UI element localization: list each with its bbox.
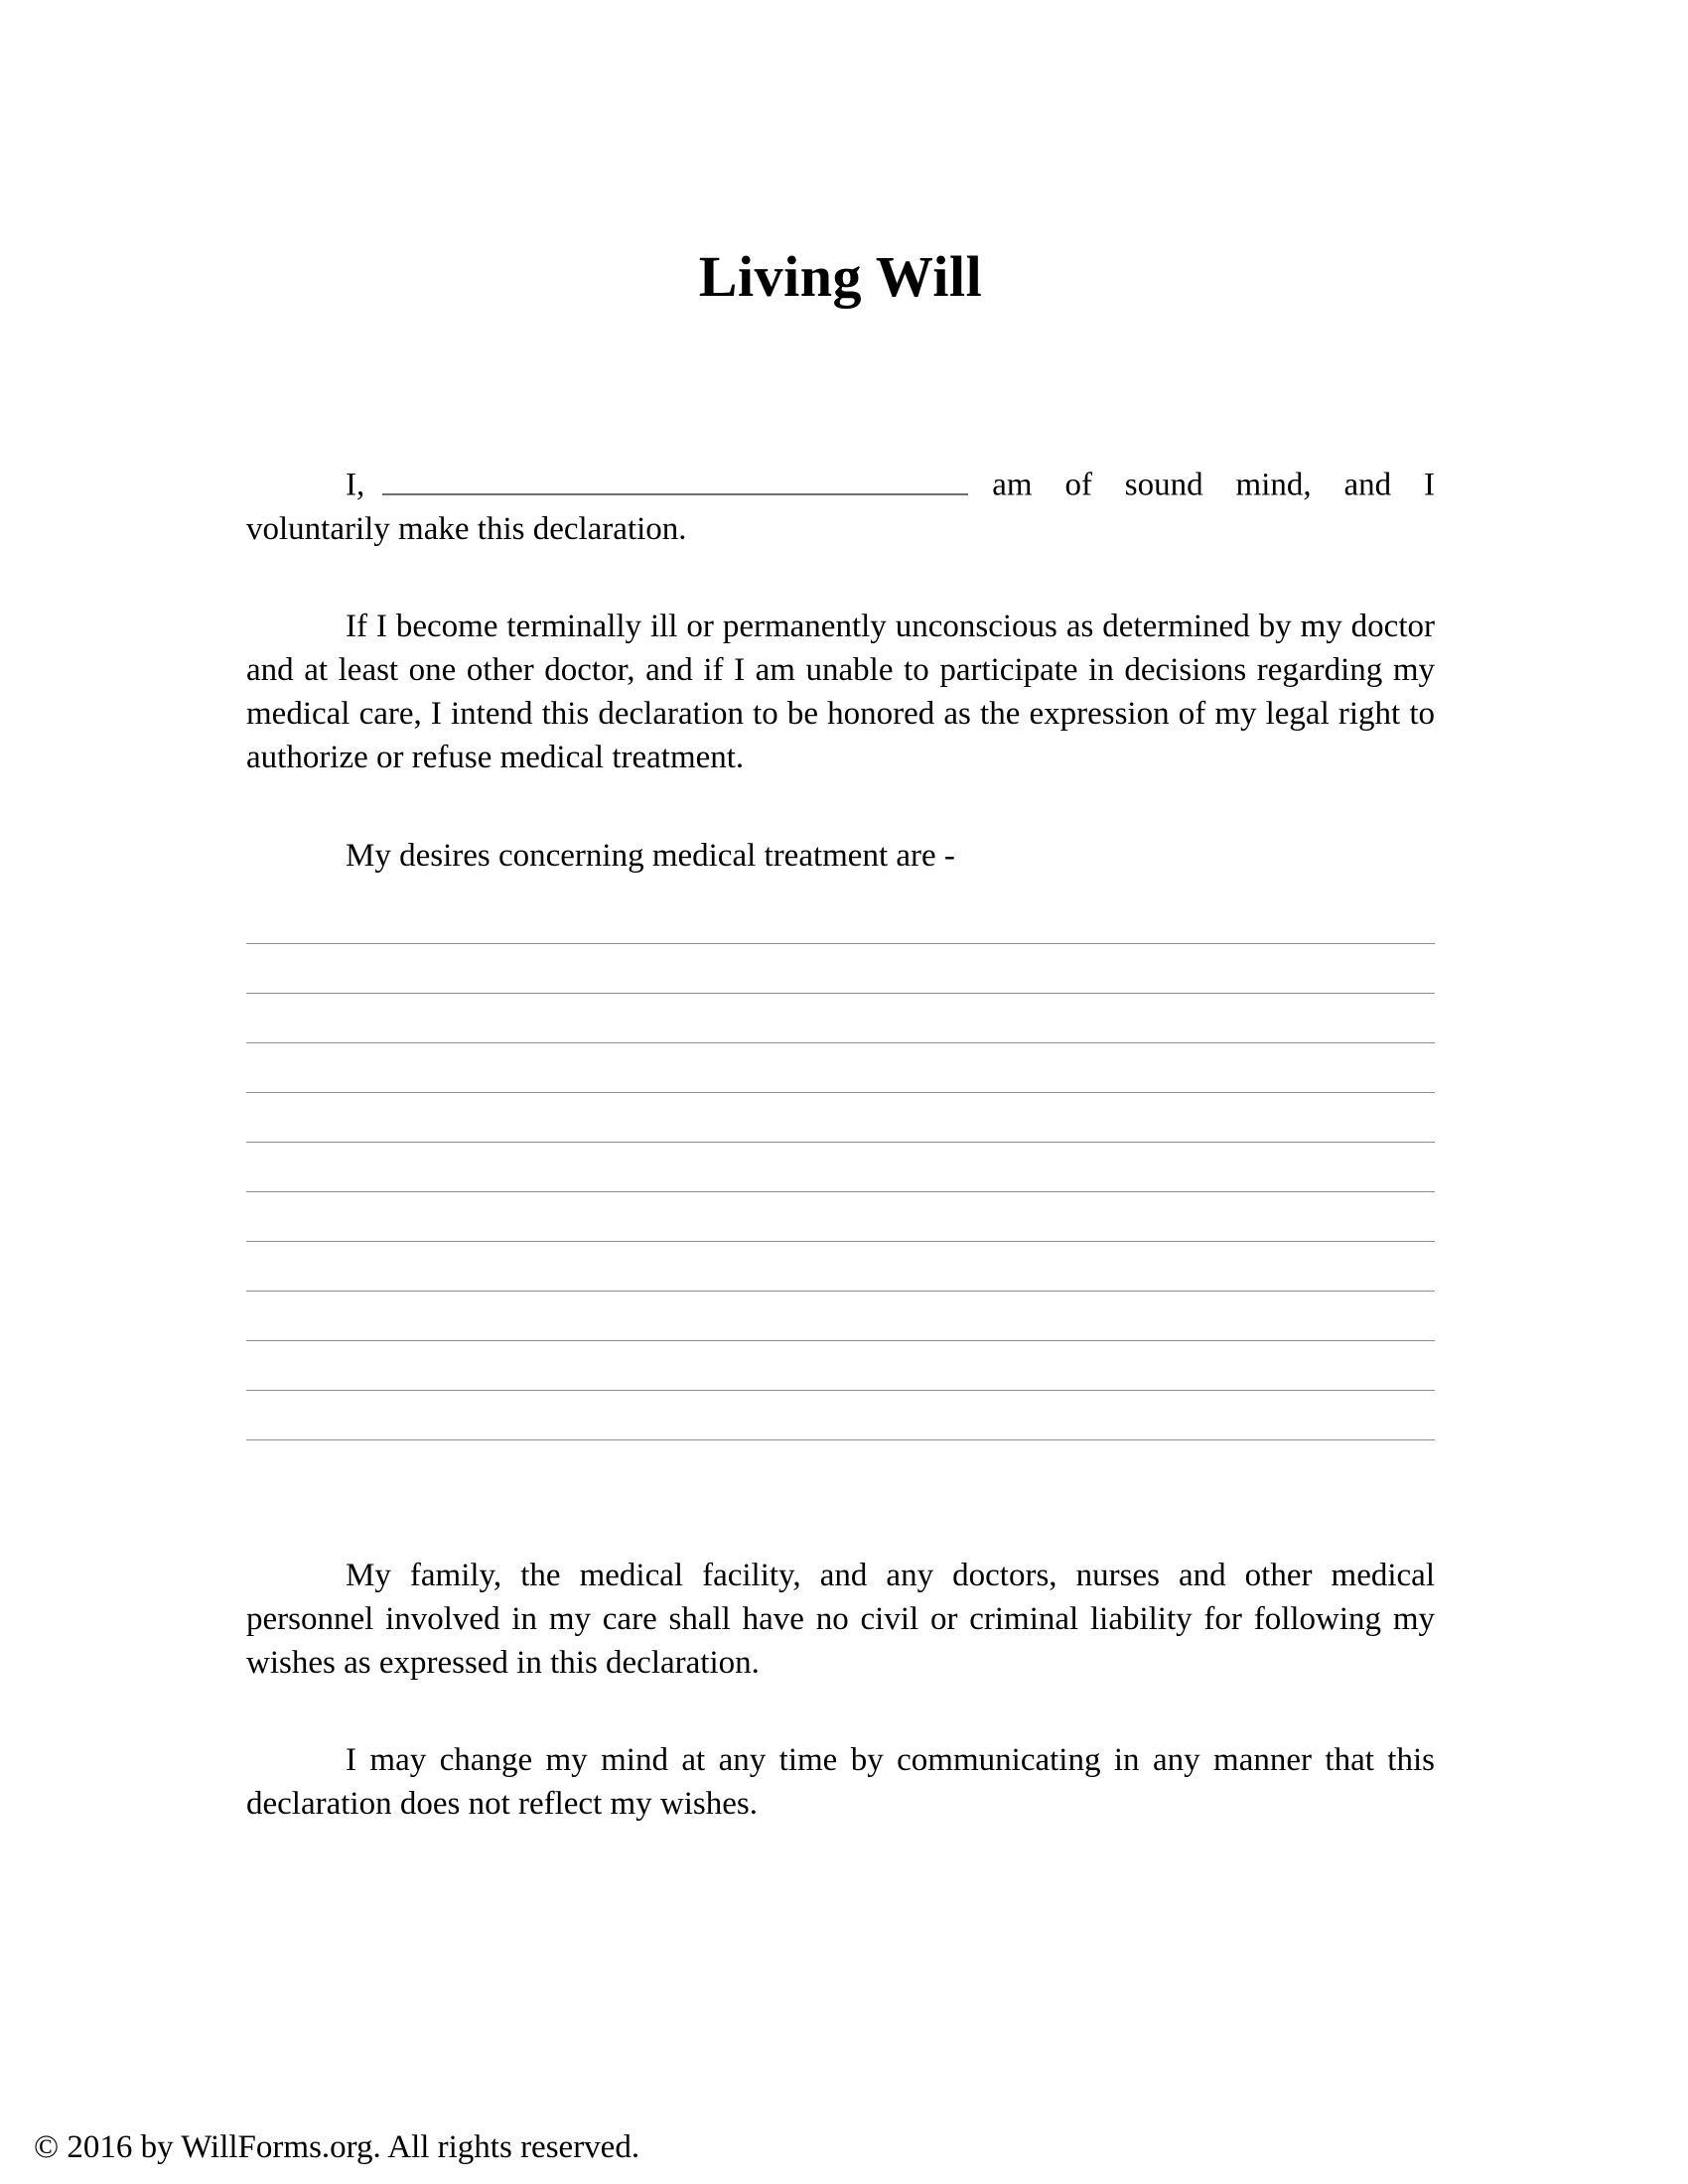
document-body [246, 0, 1435, 1827]
writing-line [246, 1390, 1435, 1391]
copyright-footer: © 2016 by WillForms.org. All rights reserved. [34, 2129, 640, 2165]
writing-line [246, 993, 1435, 994]
writing-line [246, 1241, 1435, 1242]
writing-line [246, 1042, 1435, 1043]
writing-line [246, 943, 1435, 944]
writing-line [246, 1340, 1435, 1341]
writing-lines [246, 943, 1435, 1440]
intro-prefix: I, [346, 467, 365, 503]
revocation-paragraph: I may change my mind at any time by communicating in any manner that this declaration does not reflect my wishes. [246, 1742, 1435, 1823]
writing-line [246, 1191, 1435, 1192]
writing-line [246, 1291, 1435, 1292]
writing-line [246, 1092, 1435, 1093]
desires-heading: My desires concerning medical treatment are - [346, 837, 955, 874]
document-title: Living Will [698, 244, 983, 309]
liability-paragraph: My family, the medical facility, and any doctors, nurses and other medical personnel involved in my care shall have no civil or criminal liability for following my wishes as expressed in this declaration. [246, 1557, 1435, 1681]
intro-suffix: am of sound mind, and I voluntarily make this declaration. [246, 467, 1435, 547]
determination-paragraph: If I become terminally ill or permanently unconscious as determined by my doctor and at least one other doctor, and if I am unable to participate in decisions regarding my medical care, I intend this declaration to be honored as the expression of my legal right to authorize or refuse medical treatment. [246, 609, 1435, 776]
intro-paragraph [246, 459, 1435, 551]
writing-line [246, 1439, 1435, 1440]
name-blank-field [382, 459, 968, 495]
writing-line [246, 1142, 1435, 1143]
